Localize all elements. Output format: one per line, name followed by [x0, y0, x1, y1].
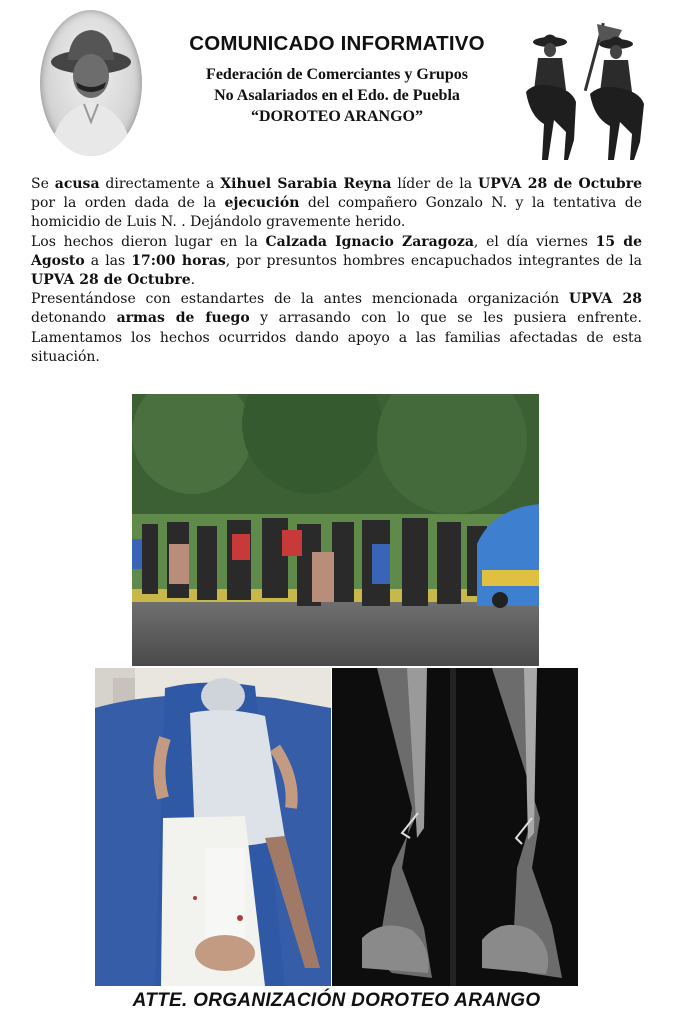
- emphasized-text: UPVA 28 de Octubre: [31, 272, 191, 289]
- emphasized-text: ejecución: [224, 195, 300, 212]
- emphasized-text: armas de fuego: [116, 310, 250, 327]
- organization-name-line3: “DOROTEO ARANGO”: [250, 108, 423, 125]
- emphasized-text: Calzada Ignacio Zaragoza: [265, 233, 474, 250]
- revolutionary-riders-illustration: [524, 20, 646, 162]
- paragraph-description: Presentándose con estandartes de la antes mencionada organización UPVA 28 detonando armas de fuego y arrasando con lo que se les pusiera enfrente. Lamentamos los hechos ocurridos dando apoyo a las familias afectadas de esta situación.: [31, 291, 642, 365]
- emphasized-text: acusa: [54, 176, 100, 192]
- portrait-figure-icon: [40, 10, 142, 156]
- paragraph-accusation: Se acusa directamente a Xihuel Sarabia Reyna líder de la UPVA 28 de Octubre por la orden dada de la ejecución del compañero Gonzalo N. y la tentativa de homicidio de Luis N. . Dejándolo gravemente herido.: [31, 176, 642, 231]
- crowd-scene-photo: [132, 394, 539, 666]
- organization-name-line1: Federación de Comerciantes y Grupos: [206, 66, 468, 83]
- emphasized-text: Xihuel Sarabia Reyna: [220, 176, 392, 192]
- organization-name-line2: No Asalariados en el Edo. de Puebla: [214, 87, 460, 104]
- signature-line: ATTE. ORGANIZACIÓN DOROTEO ARANGO: [132, 990, 541, 1011]
- emphasized-text: UPVA 28 de Octubre: [478, 176, 642, 192]
- portrait-photo: [40, 10, 142, 156]
- horse-riders-icon: [524, 20, 646, 162]
- emphasized-text: 15 de Agosto: [31, 233, 642, 269]
- xray-image: [332, 668, 578, 986]
- emphasized-text: UPVA 28: [568, 291, 642, 308]
- paragraph-events: Los hechos dieron lugar en la Calzada Ignacio Zaragoza, el día viernes 15 de Agosto a las 17:00 horas, por presuntos hombres encapuchados integrantes de la UPVA 28 de Octubre.: [31, 233, 642, 289]
- emphasized-text: 17:00 horas: [131, 252, 226, 269]
- injured-person-photo: [95, 668, 331, 986]
- document-title: COMUNICADO INFORMATIVO: [189, 32, 485, 55]
- statement-body: [31, 175, 642, 367]
